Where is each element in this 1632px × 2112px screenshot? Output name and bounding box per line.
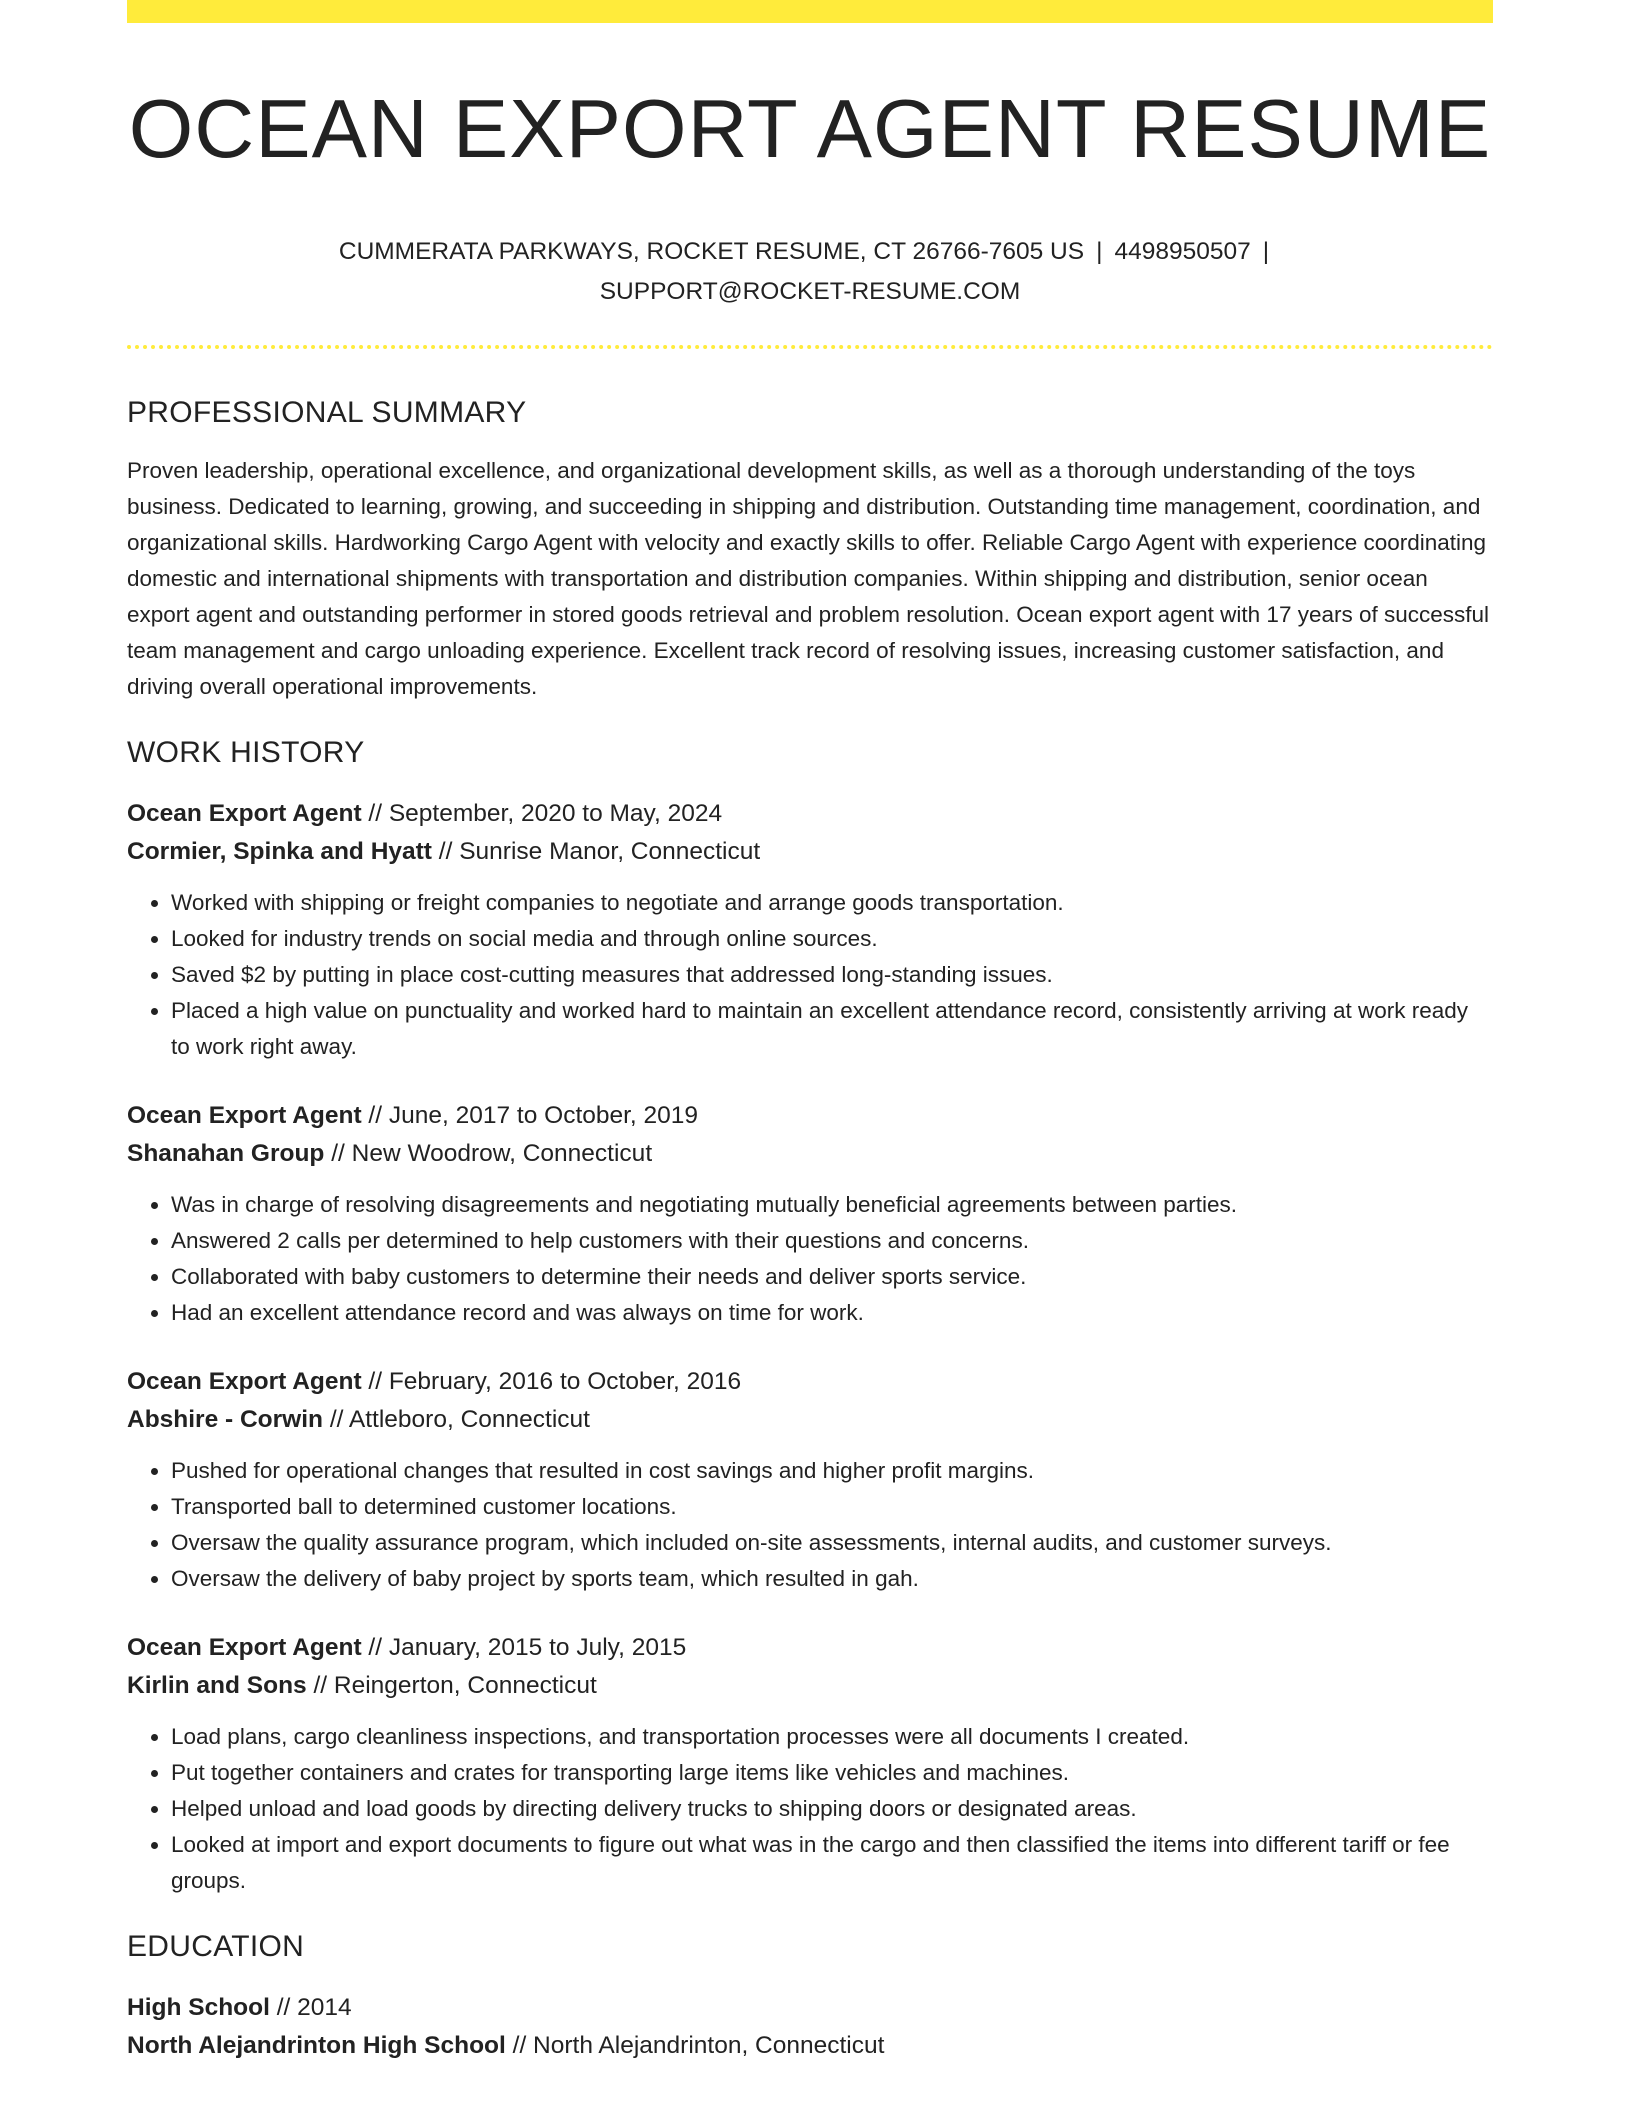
job-bullet: • Helped unload and load goods by directing delivery trucks to shipping doors or designated areas. [171, 1791, 1493, 1827]
job-title-line [127, 1629, 1493, 1667]
job-title: Ocean Export Agent [127, 1634, 362, 1662]
job-bullet: • Placed a high value on punctuality and worked hard to maintain an excellent attendance record, consistently arriving at work ready to work right away. [171, 993, 1493, 1065]
job-bullet: • Load plans, cargo cleanliness inspections, and transportation processes were all documents I created. [171, 1719, 1493, 1755]
job-dates: // June, 2017 to October, 2019 [368, 1102, 699, 1130]
work-history-heading: WORK HISTORY [127, 736, 365, 770]
job-company-line [127, 1135, 1493, 1173]
education-degree-line [127, 1989, 1493, 2027]
resume-page [127, 0, 1493, 2065]
job-company-line [127, 833, 1493, 871]
job-dates: // September, 2020 to May, 2024 [368, 800, 723, 828]
dotted-divider [127, 345, 1493, 349]
job-location: // New Woodrow, Connecticut [331, 1140, 653, 1168]
job-bullet: • Had an excellent attendance record and was always on time for work. [171, 1295, 1493, 1331]
job-title-line [127, 1363, 1493, 1401]
education-entry [127, 1989, 1493, 2065]
education-location: // North Alejandrinton, Connecticut [512, 2032, 885, 2060]
job-title-line [127, 795, 1493, 833]
education-heading: EDUCATION [127, 1930, 305, 1964]
contact-separator: | [1096, 238, 1103, 266]
job-title-line [127, 1097, 1493, 1135]
job-bullet: • Saved $2 by putting in place cost-cutting measures that addressed long-standing issues. [171, 957, 1493, 993]
job-bullet: • Looked at import and export documents to figure out what was in the cargo and then classified the items into different tariff or fee groups. [171, 1827, 1493, 1899]
job-bullet: • Transported ball to determined customer locations. [171, 1489, 1493, 1525]
job-entry [127, 795, 1493, 1065]
top-accent-bar [127, 0, 1493, 23]
job-dates: // February, 2016 to October, 2016 [368, 1368, 742, 1396]
education-school: North Alejandrinton High School [127, 2032, 506, 2060]
education-year: // 2014 [276, 1994, 352, 2022]
job-company-line [127, 1401, 1493, 1439]
job-entry [127, 1629, 1493, 1899]
education-degree: High School [127, 1994, 270, 2022]
resume-title: OCEAN EXPORT AGENT RESUME [128, 82, 1492, 175]
job-bullets [127, 885, 1493, 1065]
contact-email: SUPPORT@ROCKET-RESUME.COM [599, 278, 1021, 306]
job-bullet: • Oversaw the quality assurance program, which included on-site assessments, internal audits, and customer surveys. [171, 1525, 1493, 1561]
contact-phone: 4498950507 [1114, 238, 1251, 266]
contact-address: CUMMERATA PARKWAYS, ROCKET RESUME, CT 26766-7605 US [338, 238, 1085, 266]
job-bullet: • Oversaw the delivery of baby project by sports team, which resulted in gah. [171, 1561, 1493, 1597]
job-company: Kirlin and Sons [127, 1672, 307, 1700]
job-bullet: • Put together containers and crates for transporting large items like vehicles and machines. [171, 1755, 1493, 1791]
job-entry [127, 1097, 1493, 1331]
job-bullet: • Answered 2 calls per determined to help customers with their questions and concerns. [171, 1223, 1493, 1259]
job-bullet: • Looked for industry trends on social media and through online sources. [171, 921, 1493, 957]
job-location: // Attleboro, Connecticut [329, 1406, 590, 1434]
job-bullet: • Collaborated with baby customers to determine their needs and deliver sports service. [171, 1259, 1493, 1295]
contact-separator: | [1262, 238, 1270, 266]
education-school-line [127, 2027, 1493, 2065]
job-location: // Sunrise Manor, Connecticut [438, 838, 761, 866]
job-company: Shanahan Group [127, 1140, 325, 1168]
job-bullets [127, 1453, 1493, 1597]
job-bullets [127, 1187, 1493, 1331]
job-title: Ocean Export Agent [127, 1368, 362, 1396]
job-company: Cormier, Spinka and Hyatt [127, 838, 432, 866]
job-bullet: • Was in charge of resolving disagreements and negotiating mutually beneficial agreements between parties. [171, 1187, 1493, 1223]
job-entry [127, 1363, 1493, 1597]
contact-info [127, 232, 1493, 312]
summary-heading: PROFESSIONAL SUMMARY [127, 396, 527, 430]
job-company: Abshire - Corwin [127, 1406, 324, 1434]
job-bullet: • Pushed for operational changes that resulted in cost savings and higher profit margins. [171, 1453, 1493, 1489]
summary-text: Proven leadership, operational excellence, and organizational development skills, as well as a thorough understanding of the toys business. Dedicated to learning, growing, and succeeding in shipping and distribution. Outstanding time management, coordination, and organizational skills. Hardworking Cargo Agent with velocity and exactly skills to offer. Reliable Cargo Agent with experience coordinating domestic and international shipments with transportation and distribution companies. Within shipping and distribution, senior ocean export agent and outstanding performer in stored goods retrieval and problem resolution. Ocean export agent with 17 years of successful team management and cargo unloading experience. Excellent track record of resolving issues, increasing customer satisfaction, and driving overall operational improvements. [127, 458, 1490, 700]
job-company-line [127, 1667, 1493, 1705]
job-title: Ocean Export Agent [127, 1102, 362, 1130]
job-dates: // January, 2015 to July, 2015 [368, 1634, 687, 1662]
job-location: // Reingerton, Connecticut [313, 1672, 597, 1700]
job-title: Ocean Export Agent [127, 800, 362, 828]
job-bullet: • Worked with shipping or freight companies to negotiate and arrange goods transportation. [171, 885, 1493, 921]
job-bullets [127, 1719, 1493, 1899]
